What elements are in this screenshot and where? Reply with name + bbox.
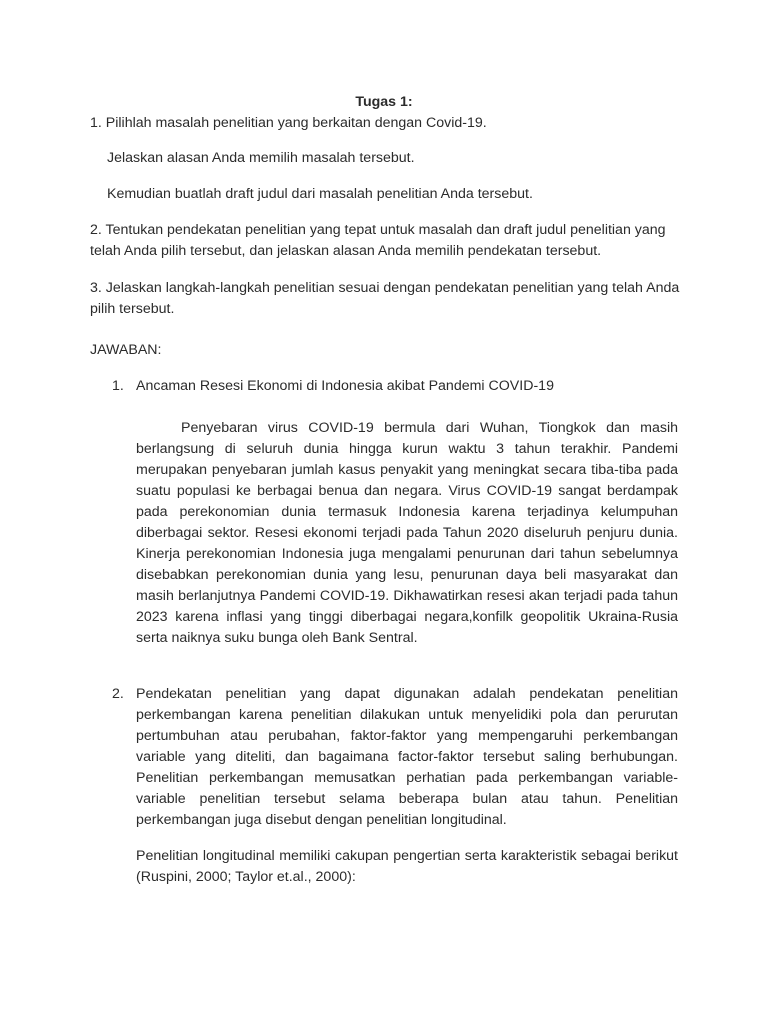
question-1-draft-title: Kemudian buatlah draft judul dari masalah penelitian Anda tersebut. [107, 186, 533, 202]
question-3: 3. Jelaskan langkah-langkah penelitian sesuai dengan pendekatan penelitian yang telah Anda pilih tersebut. [90, 280, 680, 317]
answer-1-title: Ancaman Resesi Ekonomi di Indonesia akibat Pandemi COVID-19 [136, 378, 554, 394]
answer-2-paragraph-1: Pendekatan penelitian yang dapat digunakan adalah pendekatan penelitian perkembangan karena penelitian dilakukan untuk menyelidiki pola dan perurutan pertumbuhan atau perubahan, faktor-faktor yang mempengaruhi perkembangan variable yang diteliti, dan bagaimana factor-faktor tersebut saling berhubungan. Penelitian perkembangan memusatkan perhatian pada perkembangan variable-variable penelitian tersebut selama beberapa bulan atau tahun. Penelitian perkembangan juga disebut dengan penelitian longitudinal. [136, 686, 678, 828]
answer-2-paragraph-2: Penelitian longitudinal memiliki cakupan pengertian serta karakteristik sebagai berikut (Ruspini, 2000; Taylor et.al., 2000): [136, 848, 678, 885]
answer-label: JAWABAN: [90, 342, 162, 358]
document-title: Tugas 1: [355, 94, 413, 110]
question-2: 2. Tentukan pendekatan penelitian yang tepat untuk masalah dan draft judul penelitian yang telah Anda pilih tersebut, dan jelaskan alasan Anda memilih pendekatan tersebut. [90, 222, 666, 259]
answer-1-paragraph: Penyebaran virus COVID-19 bermula dari Wuhan, Tiongkok dan masih berlangsung di seluruh dunia hingga kurun waktu 3 tahun terakhir. Pandemi merupakan penyebaran jumlah kasus penyakit yang meningkat secara tiba-tiba pada suatu populasi ke berbagai benua dan negara. Virus COVID-19 sangat berdampak pada perekonomian dunia termasuk Indonesia karena terjadinya kelumpuhan diberbagai sektor. Resesi ekonomi terjadi pada Tahun 2020 diseluruh penjuru dunia. Kinerja perekonomian Indonesia juga mengalami penurunan dari tahun sebelumnya disebabkan perekonomian dunia yang lesu, penurunan daya beli masyarakat dan masih berlanjutnya Pandemi COVID-19. Dikhawatirkan resesi akan terjadi pada tahun 2023 karena inflasi yang tinggi diberbagai negara,konfilk geopolitik Ukraina-Rusia serta naiknya suku bunga oleh Bank Sentral. [136, 420, 678, 646]
question-1: 1. Pilihlah masalah penelitian yang berkaitan dengan Covid-19. [90, 115, 487, 131]
answer-2-number: 2. [112, 686, 124, 702]
question-1-explain: Jelaskan alasan Anda memilih masalah tersebut. [107, 150, 415, 166]
answer-1-number: 1. [112, 378, 124, 394]
